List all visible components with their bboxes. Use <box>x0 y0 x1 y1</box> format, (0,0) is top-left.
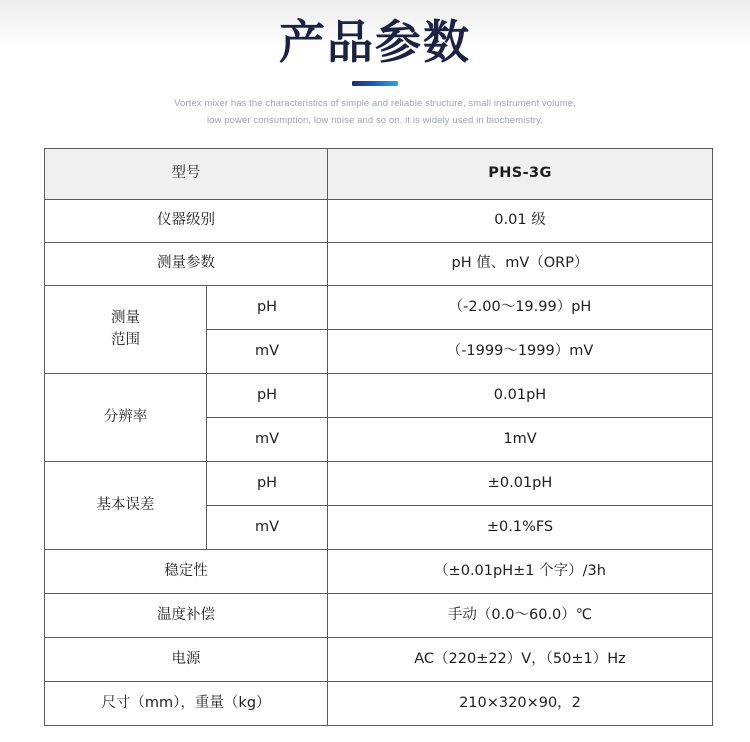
table-row <box>45 638 713 682</box>
spec-table <box>44 148 713 726</box>
row-label-stability: 稳定性 <box>45 550 328 594</box>
group-sub-range-mv: mV <box>207 330 328 374</box>
group-label-error: 基本误差 <box>45 462 207 550</box>
row-value-temp-compensation: 手动（0.0～60.0）℃ <box>328 594 713 638</box>
row-value-grade: 0.01 级 <box>328 200 713 243</box>
page-header <box>0 0 750 129</box>
model-value: PHS-3G <box>328 149 713 200</box>
table-row-model <box>45 149 713 200</box>
page-title: 产品参数 <box>279 15 471 69</box>
group-value-resolution-mv: 1mV <box>328 418 713 462</box>
group-label-range <box>45 286 207 374</box>
row-label-parameters: 测量参数 <box>45 243 328 286</box>
table-row <box>45 682 713 726</box>
group-label-resolution: 分辨率 <box>45 374 207 462</box>
row-value-power: AC（220±22）V，（50±1）Hz <box>328 638 713 682</box>
subtitle-line-2: low power consumption, low noise and so on. it is widely used in biochemistry, <box>206 114 544 126</box>
row-value-dimensions-weight: 210×320×90，2 <box>328 682 713 726</box>
title-divider <box>352 81 398 86</box>
page-subtitle <box>165 96 585 129</box>
group-value-error-ph: ±0.01pH <box>328 462 713 506</box>
table-row <box>45 374 713 418</box>
group-label-range-line2: 范围 <box>111 331 140 348</box>
row-label-grade: 仪器级别 <box>45 200 328 243</box>
row-label-dimensions-weight: 尺寸（mm），重量（kg） <box>45 682 328 726</box>
group-sub-range-ph: pH <box>207 286 328 330</box>
group-value-resolution-ph: 0.01pH <box>328 374 713 418</box>
table-row <box>45 594 713 638</box>
group-label-range-line1: 测量 <box>111 309 140 326</box>
table-row <box>45 462 713 506</box>
model-label: 型号 <box>45 149 328 200</box>
row-value-stability: （±0.01pH±1 个字）/3h <box>328 550 713 594</box>
subtitle-line-1: Vortex mixer has the characteristics of simple and reliable structure, small instrument volume, <box>174 97 576 109</box>
group-sub-resolution-ph: pH <box>207 374 328 418</box>
table-row <box>45 243 713 286</box>
table-row <box>45 550 713 594</box>
group-value-range-mv: （-1999～1999）mV <box>328 330 713 374</box>
table-row <box>45 200 713 243</box>
group-value-range-ph: （-2.00～19.99）pH <box>328 286 713 330</box>
group-value-error-mv: ±0.1%FS <box>328 506 713 550</box>
row-label-power: 电源 <box>45 638 328 682</box>
table-row <box>45 286 713 330</box>
group-sub-error-mv: mV <box>207 506 328 550</box>
row-label-temp-compensation: 温度补偿 <box>45 594 328 638</box>
row-value-parameters: pH 值、mV（ORP） <box>328 243 713 286</box>
spec-table-container <box>44 148 712 726</box>
group-sub-error-ph: pH <box>207 462 328 506</box>
group-sub-resolution-mv: mV <box>207 418 328 462</box>
